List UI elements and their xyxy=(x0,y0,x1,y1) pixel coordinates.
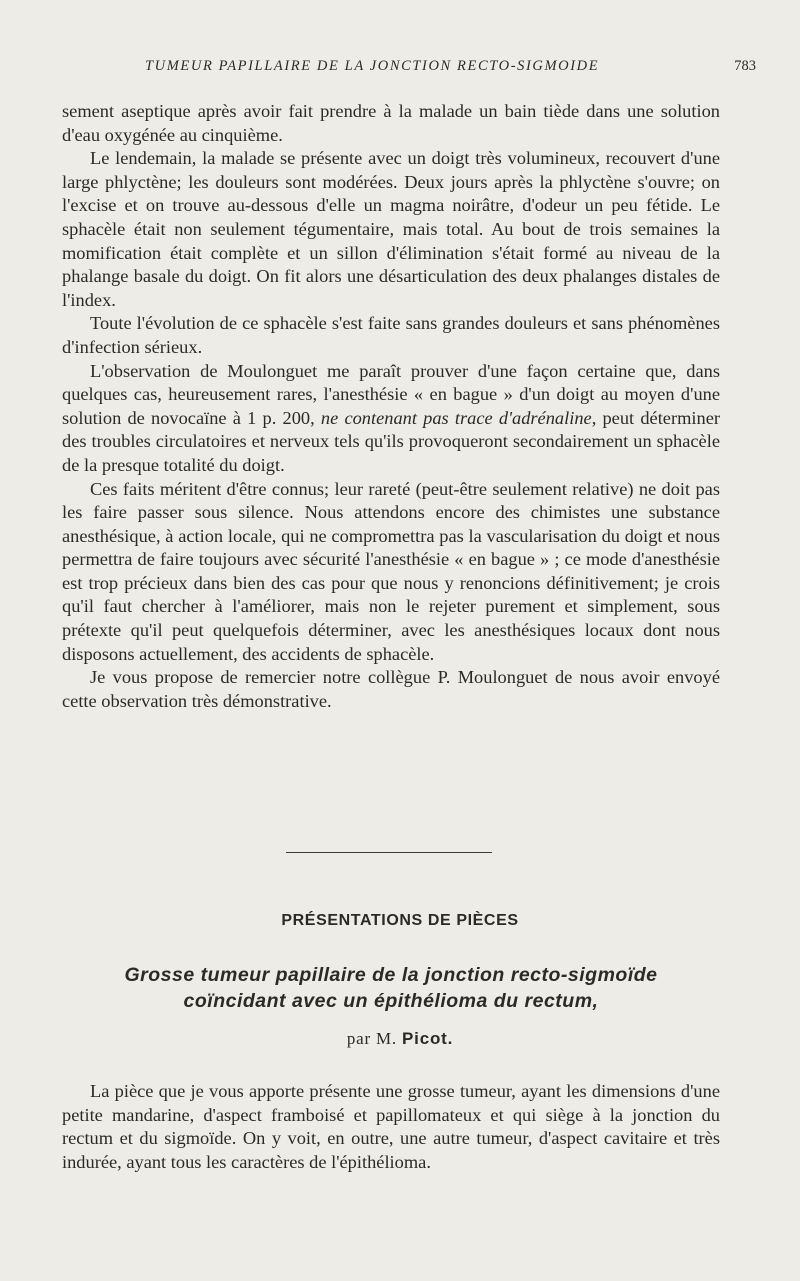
paragraph-text: L'observation de Moulonguet me paraît prouver d'une façon certaine que, dans quelques cas, heureusement rares, l'anesthésie « en bague » d'un doigt au moyen d'une solution de novocaïne à 1 p. 200, xyxy=(62,360,720,428)
page-number: 783 xyxy=(734,58,756,74)
byline xyxy=(0,1029,800,1049)
article-title-line: Grosse tumeur papillaire de la jonction recto-sigmoïde xyxy=(124,964,658,986)
article-title-line: coïncidant avec un épithélioma du rectum, xyxy=(183,990,599,1012)
section-divider xyxy=(286,852,492,853)
paragraph: Toute l'évolution de ce sphacèle s'est faite sans grandes douleurs et sans phénomènes d'infection sérieux. xyxy=(62,313,720,357)
author-name: Picot. xyxy=(402,1029,454,1048)
paragraph-text: , peut déterminer des troubles circulatoires et nerveux tels qu'ils provoqueront secondairement un sphacèle de la presque totalité du doigt. xyxy=(62,407,720,475)
paragraph: Ces faits méritent d'être connus; leur rareté (peut-être seulement relative) ne doit pas les faire passer sous silence. Nous attendons encore des chimistes une substance anesthésique, à action locale, qui ne compromettra pas la vascularisation du doigt et nous permettra de faire toujours avec sécurité l'anesthésie « en bague » ; ce mode d'anesthésie est trop précieux dans bien des cas pour que nous y renoncions définitivement; je crois qu'il faut chercher à l'améliorer, mais non le rejeter purement et simplement, sous prétexte qu'il peut quelquefois déterminer, avec les anesthésiques locaux dont nous disposons actuellement, des accidents de sphacèle. xyxy=(62,478,720,664)
running-head xyxy=(0,58,800,80)
section-title: PRÉSENTATIONS DE PIÈCES xyxy=(281,912,519,929)
paragraph: sement aseptique après avoir fait prendre à la malade un bain tiède dans une solution d'eau oxygénée au cinquième. xyxy=(62,101,720,145)
article-text xyxy=(62,1080,720,1174)
paragraph: Le lendemain, la malade se présente avec un doigt très volumineux, recouvert d'une large phlyctène; les douleurs sont modérées. Deux jours après la phlyctène s'ouvre; on l'excise et on trouve au-dessous d'elle un magma noirâtre, d'odeur un peu fétide. Le sphacèle était non seulement tégumentaire, mais total. Au bout de trois semaines la momification était complète et un sillon d'élimination s'était formé au niveau de la phalange basale du doigt. On fit alors une désarticulation des deux phalanges distales de l'index. xyxy=(62,148,720,310)
article-title xyxy=(62,962,720,1014)
paragraph: La pièce que je vous apporte présente une grosse tumeur, ayant les dimensions d'une petite mandarine, d'aspect framboisé et papillomateux et qui siège à la jonction du rectum et du sigmoïde. On y voit, en outre, une autre tumeur, d'aspect cavitaire et très indurée, ayant tous les caractères de l'épithélioma. xyxy=(62,1081,720,1172)
italic-phrase: ne contenant pas trace d'adrénaline xyxy=(320,407,592,428)
paragraph xyxy=(62,360,720,478)
running-title: TUMEUR PAPILLAIRE DE LA JONCTION RECTO-SIGMOIDE xyxy=(145,58,600,74)
byline-prefix: par M. xyxy=(346,1029,397,1048)
paragraph: Je vous propose de remercier notre collègue P. Moulonguet de nous avoir envoyé cette observation très démonstrative. xyxy=(62,667,720,711)
main-text xyxy=(62,100,720,713)
